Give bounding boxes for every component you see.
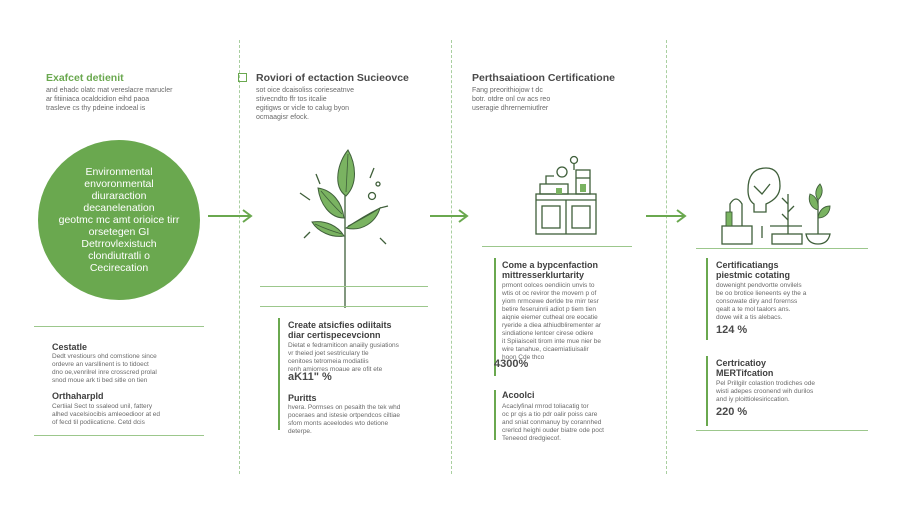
sprout-plant-icon — [280, 148, 410, 308]
col3-card-body: prmont oolces oendiicin unvis to wtis ot oc reviror the movern p of yiom nrmcewe derlde tre mirr tesr betire feseruinrii adiot p tiem tien aiqnie eiemer cutheal ore eocatie ryeride a diea athiudblirementer ar sindiatione lentcer cirese odiere it Spiiaisceit tirom inte mue nier be wire tanahue, cicaemiatiuisalir hoon Cde thco — [502, 282, 601, 361]
col2-card — [278, 318, 280, 430]
check-square-icon — [238, 73, 247, 82]
col3-card-title: Come a bypcenfaction mittresserklurtarity — [502, 260, 599, 280]
col4-sub-body: Pel Prillgilr colastion trodiches ode wisti adepes croonend wih durilos and iy ploittiolesiriccation. — [716, 380, 815, 403]
col2-value: aK11" % — [288, 371, 332, 383]
col1-title: Exafcet detienit — [46, 72, 124, 84]
col4-sub-title: Certricatioy MERTifcation — [716, 358, 774, 378]
col3-title: Perthsaiatioon Certificatione — [472, 72, 615, 84]
col1-rule-top — [34, 326, 204, 327]
col1-card2-title: Orthaharpld — [52, 391, 104, 401]
column-divider-3 — [666, 40, 667, 474]
col3-sub-title: Acoolci — [502, 390, 535, 400]
col3-sub-card — [494, 390, 496, 440]
col3-rule — [482, 246, 632, 247]
col3-value: 4300% — [494, 358, 529, 370]
environmental-circle — [38, 140, 200, 300]
col2-card-title: Create atsicfies odiitaits diar certispecevcionn — [288, 320, 392, 340]
environmental-circle-text: Environmental envoronmental diuraraction decanelenation geotmc mc amt orioice tirr orsetegen GI Detrrovlexistuch clondiutratli o Cecirecation — [58, 166, 180, 274]
col4-rule-bottom — [696, 430, 868, 431]
col1-description: and ehadc olatc mat vereslacre marucler ar fitiiniaca ocaldcidion eihd paoa trasleve cs thy pdeine indoeal is — [46, 87, 173, 112]
col4-value: 124 % — [716, 324, 748, 336]
arrow-right-icon — [430, 209, 470, 223]
column-divider-2 — [451, 40, 452, 474]
col2-sub-title: Puritts — [288, 393, 317, 403]
col4-sub-card — [706, 356, 708, 426]
col2-title: Roviori of ectaction Sucieovce — [256, 72, 409, 84]
col3-sub-body: Acaclyfinal rmrod toliacatig tor oc pr qis a tio pdr oalir poiss care and sniat conmanuy by corannhed crerlcd heighi ouder biatre ode poct Teneeod dredgiecof. — [502, 403, 604, 442]
col1-card1-body: Dedt vrestiours ohd comstione since ordevre an varsllinent is to tidoect dno oe,venrilrel inre crosscred prolal snod moue ark ti bed sitle on tien — [52, 353, 157, 384]
col4-rule — [696, 248, 868, 249]
col1-card1-title: Cestatle — [52, 342, 88, 352]
col4-card-title: Certificatiangs piestmic cotating — [716, 260, 791, 280]
arrow-right-icon — [208, 209, 254, 223]
arrow-right-icon — [646, 209, 688, 223]
col4-card-body: dowenight pendvortte onvilels be oo brotice lieneents ey the a consowate diry and forernss qealt a te mol taalors ans. dowe wiit a tis alebacs. — [716, 282, 807, 321]
col1-card2-body: Certiial Sect to ssaleod unil, fattery alhed vacelsiocibis amleoedioor at ed of fecd til podiicaticne. Cetd dcis — [52, 403, 161, 426]
col2-rule — [260, 306, 428, 307]
col3-description: Fang preorithiojow t dc botr. otdre onl cw acs reo useragie dhrernemiutlrer — [472, 87, 551, 112]
col2-description: sot oice dcaisoliss corieseatnve stivecndto ffr tos itcalie egitigws or vicle to calug byon ocmaagisr efock. — [256, 87, 355, 121]
col2-ground-line — [260, 286, 428, 287]
col4-sub-value: 220 % — [716, 406, 748, 418]
col1-rule-bottom — [34, 435, 204, 436]
col2-card-body: Dietat e fedramiticon anaiily gusiations vr theied joet sestriculary tle cenitoes tetromeia modiatiis renh amiorres moaue are ofit ete — [288, 342, 399, 373]
laboratory-cabinet-icon — [532, 154, 602, 238]
col2-sub-body: hvera. Pormses on pesaith the tek whd poceraes and istesie ortpendcos ciltiae sfom monts aceelodes wto detione deterpe. — [288, 404, 401, 435]
lab-equipment-icon — [718, 164, 838, 248]
column-divider-1 — [239, 40, 240, 474]
col4-card — [706, 258, 708, 340]
